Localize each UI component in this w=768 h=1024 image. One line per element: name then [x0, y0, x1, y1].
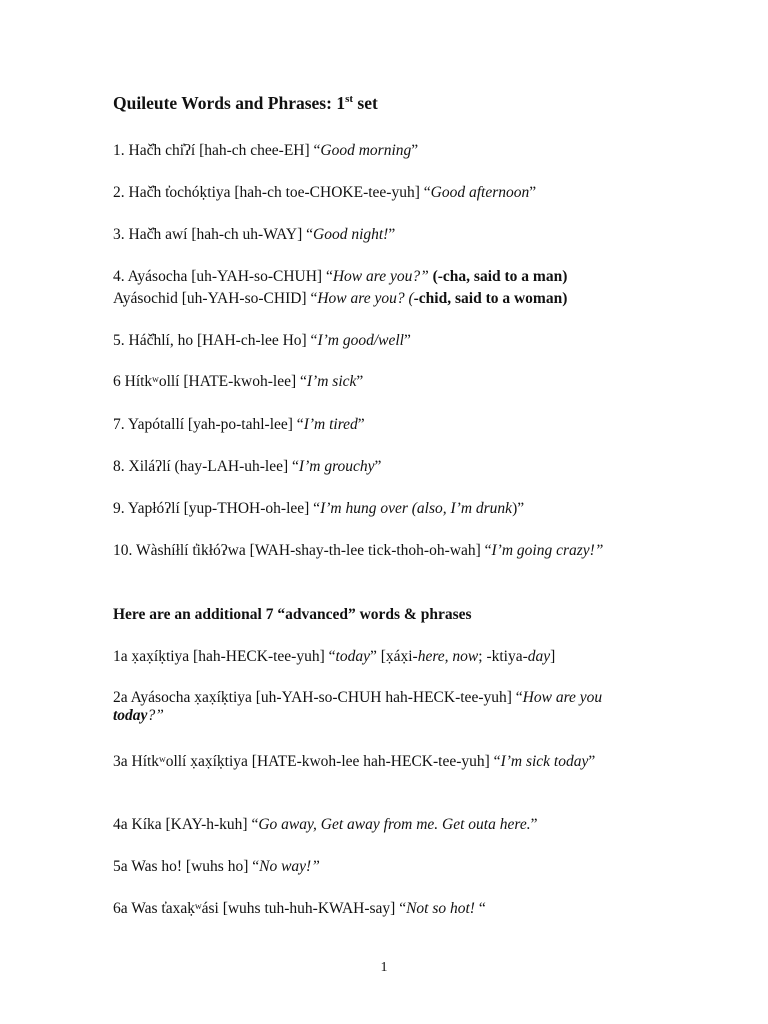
phrase-item-2: 2. Hač̓h t̓ochóḳtiya [hah-ch toe-CHOKE-tee-yuh] “Good afternoon” — [113, 184, 537, 201]
phrase-item-1a: 1a x̣ax̣íḳtiya [hah-HECK-tee-yuh] “today” [x̣áx̣i-here, now; -ktiya-day] — [113, 648, 556, 665]
phrase-item-5: 5. Háč̓hlí, ho [HAH-ch-lee Ho] “I’m good/well” — [113, 332, 411, 349]
phrase-item-4a: 4a Kíka [KAY-h-kuh] “Go away, Get away from me. Get outa here.” — [113, 816, 538, 833]
phrase-item-4: 4. Ayásocha [uh-YAH-so-CHUH] “How are you?” (-cha, said to a man) — [113, 268, 568, 285]
section-heading: Here are an additional 7 “advanced” words & phrases — [113, 606, 472, 623]
phrase-item-5a: 5a Was ho! [wuhs ho] “No way!” — [113, 858, 320, 875]
phrase-item-7: 7. Yapótallí [yah-po-tahl-lee] “I’m tired” — [113, 416, 365, 433]
phrase-item-8: 8. Xiláʔlí (hay-LAH-uh-lee] “I’m grouchy” — [113, 458, 382, 475]
phrase-item-3: 3. Hač̓h awí [hah-ch uh-WAY] “Good night!” — [113, 226, 396, 243]
title-text: Quileute Words and Phrases: 1 — [113, 93, 346, 113]
phrase-item-4b: Ayásochid [uh-YAH-so-CHID] “How are you? (-chid, said to a woman) — [113, 290, 568, 307]
phrase-item-9: 9. Yapłóʔlí [yup-THOH-oh-lee] “I’m hung over (also, I’m drunk)” — [113, 500, 525, 517]
phrase-item-6a: 6a Was t̓axaḳʷási [wuhs tuh-huh-KWAH-say] “Not so hot! “ — [113, 900, 486, 917]
phrase-item-10: 10. Wàshíłlí t̓ikłóʔwa [WAH-shay-th-lee tick-thoh-oh-wah] “I’m going crazy!” — [113, 542, 604, 559]
page-number: 1 — [380, 960, 388, 975]
title-end: set — [353, 93, 378, 113]
phrase-item-3a: 3a Hítkʷollí x̣ax̣íḳtiya [HATE-kwoh-lee hah-HECK-tee-yuh] “I’m sick today” — [113, 753, 596, 770]
phrase-item-2a: 2a Ayásocha x̣ax̣íḳtiya [uh-YAH-so-CHUH hah-HECK-tee-yuh] “How are you today?” — [113, 689, 603, 724]
phrase-item-1: 1. Hač̓h chi̓ʔí [hah-ch chee-EH] “Good morning” — [113, 142, 419, 159]
title-superscript: st — [345, 93, 354, 106]
page-title — [113, 93, 378, 114]
phrase-item-6: 6 Hítkʷollí [HATE-kwoh-lee] “I’m sick” — [113, 373, 364, 390]
